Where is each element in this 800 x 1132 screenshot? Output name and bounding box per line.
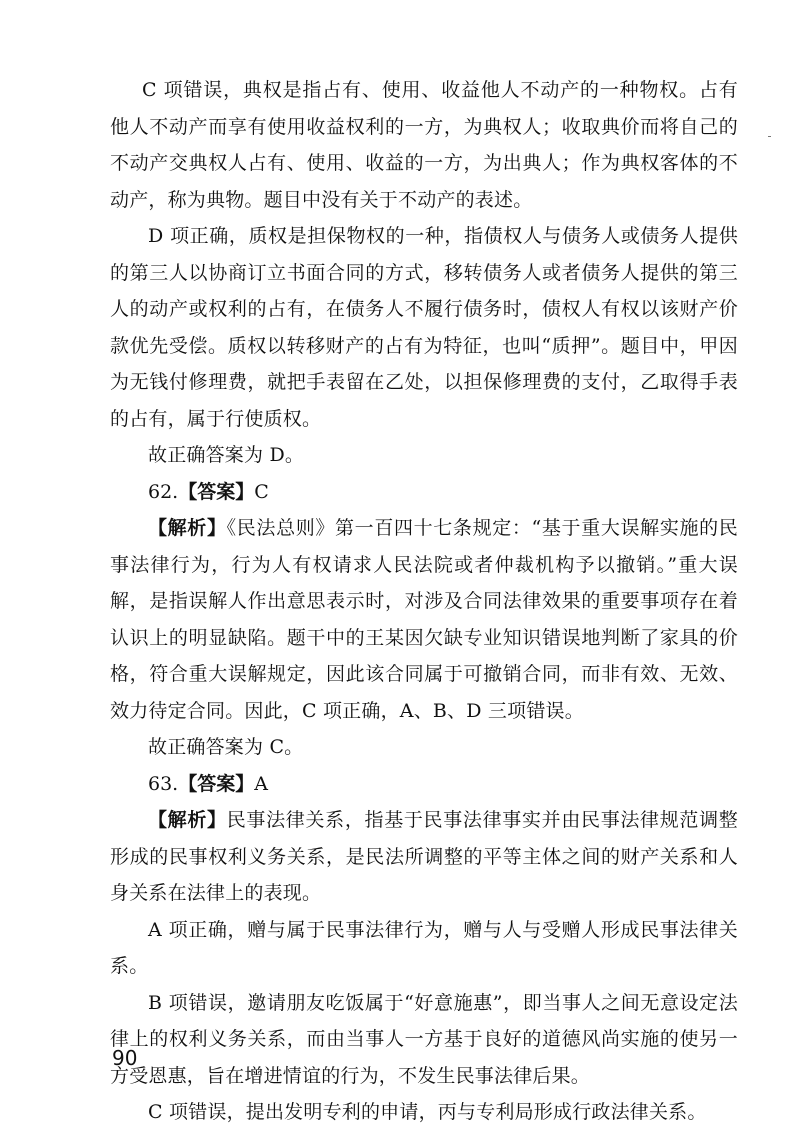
paragraph-option-a-zengyu: A 项正确，赠与属于民事法律行为，赠与人与受赠人形成民事法律关系。	[110, 918, 738, 977]
paragraph-option-c-dianquan: C 项错误，典权是指占有、使用、收益他人不动产的一种物权。占有他人不动产而享有使用收益权利的一方，为典权人；收取典价而将自己的不动产交典权人占有、使用、收益的一方，为出典人；作为典权客体的不动产，称为典物。题目中没有关于不动产的表述。	[110, 79, 738, 211]
page-number: 90	[112, 1046, 138, 1070]
question-63-answer-line	[110, 766, 738, 803]
answer-conclusion-d: 故正确答案为 D。	[148, 444, 305, 466]
question-63-analysis	[110, 802, 738, 912]
question-63-analysis-text: 民事法律关系，指基于民事法律事实并由民事法律规范调整形成的民事权利义务关系，是民法所调整的平等主体之间的财产关系和人身关系在法律上的表现。	[110, 809, 738, 904]
question-62-answer-tag: 【答案】	[178, 480, 255, 503]
question-63-number: 63.	[148, 772, 179, 795]
scan-edge-mark	[768, 136, 771, 137]
question-63-answer-tag: 【答案】	[178, 772, 255, 795]
question-62-analysis	[110, 510, 738, 729]
paragraph-option-c-zhuanli: C 项错误，提出发明专利的申请，丙与专利局形成行政法律关系。	[148, 1101, 707, 1123]
question-62-analysis-text: 《民法总则》第一百四十七条规定：“基于重大误解实施的民事法律行为，行为人有权请求人民法院或者仲裁机构予以撤销。”重大误解，是指误解人作出意思表示时，对涉及合同法律效果的重要事项存在着认识上的明显缺陷。题干中的王某因欠缺专业知识错误地判断了家具的价格，符合重大误解规定，因此该合同属于可撤销合同，而非有效、无效、效力待定合同。因此，C 项正确，A、B、D 三项错误。	[110, 517, 738, 722]
question-62-analysis-tag: 【解析】	[148, 517, 227, 539]
question-63-answer: A	[254, 772, 268, 795]
paragraph-option-b-haoyi-shihui: B 项错误，邀请朋友吃饭属于“好意施惠”，即当事人之间无意设定法律上的权利义务关系，而由当事人一方基于良好的道德风尚实施的使另一方受恩惠，旨在增进情谊的行为，不发生民事法律后果。	[110, 991, 738, 1087]
question-62-number: 62.	[148, 480, 179, 503]
answer-conclusion-c: 故正确答案为 C。	[148, 736, 304, 758]
question-62-answer-line	[110, 474, 738, 511]
page-content	[110, 72, 738, 1131]
paragraph-option-d-zhiquan: D 项正确，质权是担保物权的一种，指债权人与债务人或债务人提供的第三人以协商订立书面合同的方式，移转债务人或者债务人提供的第三人的动产或权利的占有，在债务人不履行债务时，债权人有权以该财产价款优先受偿。质权以转移财产的占有为特征，也叫“质押”。题目中，甲因为无钱付修理费，就把手表留在乙处，以担保修理费的支付，乙取得手表的占有，属于行使质权。	[110, 225, 738, 430]
question-62-answer: C	[254, 480, 269, 503]
question-63-analysis-tag: 【解析】	[148, 809, 227, 831]
